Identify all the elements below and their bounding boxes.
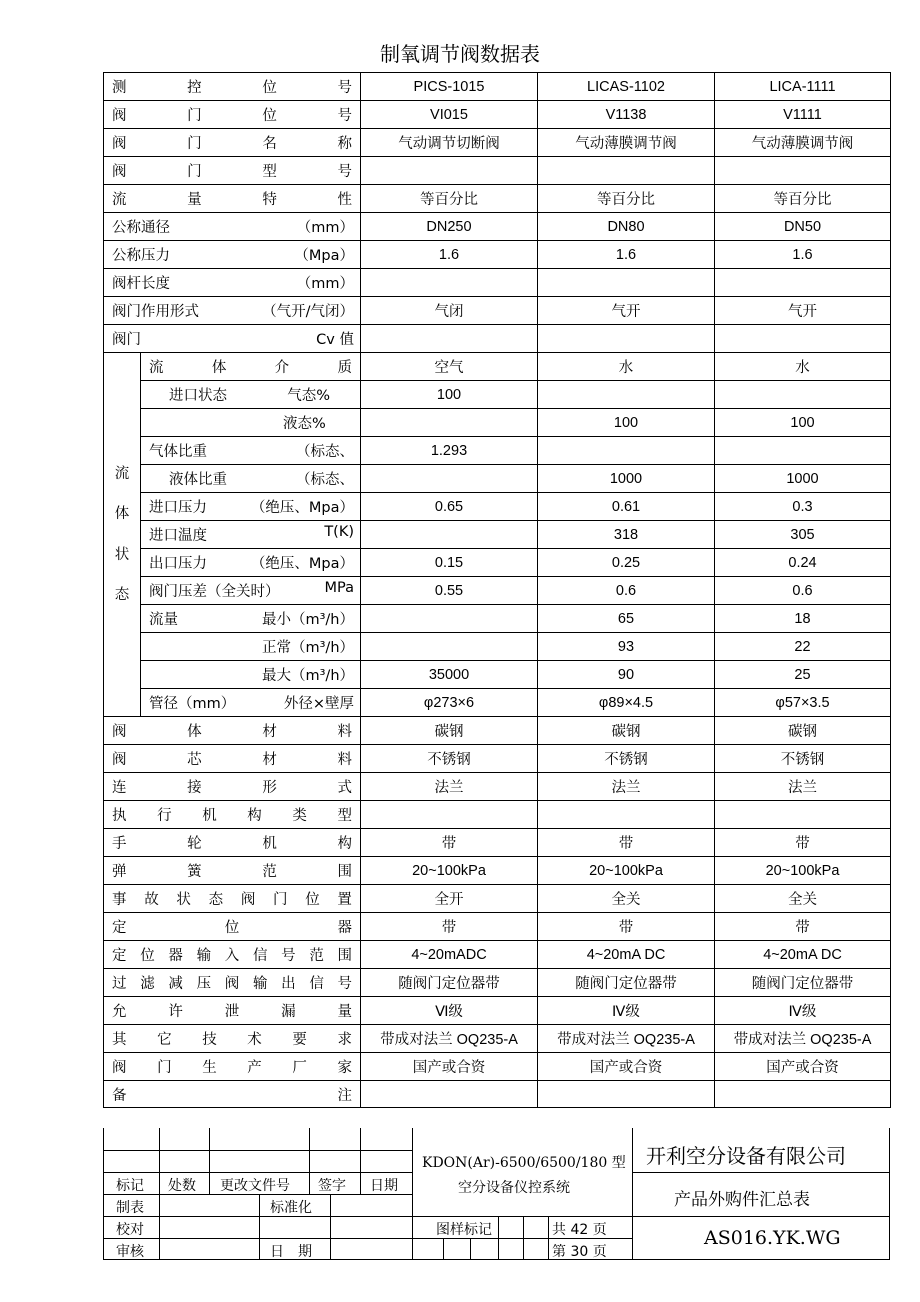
row-label: 手 轮 机 构 — [112, 836, 352, 852]
table-row — [104, 185, 891, 213]
rev-header-count: 处数 — [168, 1178, 196, 1194]
value-cell: LICA-1111 — [715, 73, 891, 101]
row-label: 阀 体 材 料 — [112, 724, 352, 740]
rev-header-date: 日期 — [370, 1178, 398, 1194]
row-unit: MPa — [324, 580, 354, 596]
rev-header-sign: 签字 — [318, 1178, 346, 1194]
table-row — [104, 857, 891, 885]
value-cell: 带成对法兰 OQ235-A — [538, 1025, 715, 1053]
value-cell: 100 — [715, 409, 891, 437]
date-label: 日期 — [270, 1244, 326, 1260]
value-cell — [715, 1081, 891, 1108]
value-cell: 20~100kPa — [538, 857, 715, 885]
row-label: 气体比重 — [149, 444, 207, 460]
value-cell: 不锈钢 — [715, 745, 891, 773]
value-cell: 气闭 — [361, 297, 538, 325]
value-cell: Ⅵ级 — [361, 997, 538, 1025]
value-cell: LICAS-1102 — [538, 73, 715, 101]
value-cell — [715, 325, 891, 353]
value-cell: 带 — [715, 829, 891, 857]
table-row — [104, 409, 891, 437]
value-cell: 1.6 — [361, 241, 538, 269]
table-row — [104, 269, 891, 297]
row-label: 阀 芯 材 料 — [112, 752, 352, 768]
value-cell: 随阀门定位器带 — [361, 969, 538, 997]
value-cell — [538, 381, 715, 409]
standard-label: 标准化 — [270, 1200, 312, 1216]
value-cell: 气动薄膜调节阀 — [538, 129, 715, 157]
rev-header-doc: 更改文件号 — [220, 1178, 290, 1194]
value-cell: 气开 — [715, 297, 891, 325]
document-title: 产品外购件汇总表 — [674, 1190, 810, 1210]
table-row — [104, 241, 891, 269]
row-label: 进口状态 — [169, 388, 227, 404]
row-unit: （mm） — [296, 276, 354, 292]
row-label: 阀杆长度 — [112, 276, 170, 292]
value-cell: φ89×4.5 — [538, 689, 715, 717]
value-cell — [361, 521, 538, 549]
value-cell: 国产或合资 — [361, 1053, 538, 1081]
value-cell — [715, 801, 891, 829]
value-cell: 气动调节切断阀 — [361, 129, 538, 157]
table-row — [104, 605, 891, 633]
value-cell: V1138 — [538, 101, 715, 129]
row-label: 连 接 形 式 — [112, 780, 352, 796]
value-cell: 0.55 — [361, 577, 538, 605]
value-cell — [538, 157, 715, 185]
value-cell: 气开 — [538, 297, 715, 325]
table-row — [104, 717, 891, 745]
value-cell — [361, 1081, 538, 1108]
row-unit: 最小（m³/h） — [261, 612, 354, 628]
value-cell: 305 — [715, 521, 891, 549]
table-row — [104, 829, 891, 857]
value-cell: 90 — [538, 661, 715, 689]
value-cell: 20~100kPa — [715, 857, 891, 885]
value-cell: 0.15 — [361, 549, 538, 577]
value-cell: 100 — [538, 409, 715, 437]
row-label: 阀 门 名 称 — [112, 136, 352, 152]
value-cell: 法兰 — [538, 773, 715, 801]
total-pages: 共 42 页 — [552, 1222, 607, 1238]
value-cell: 1.6 — [538, 241, 715, 269]
company-name: 开利空分设备有限公司 — [646, 1144, 846, 1168]
value-cell: 0.25 — [538, 549, 715, 577]
value-cell: 国产或合资 — [538, 1053, 715, 1081]
value-cell: φ57×3.5 — [715, 689, 891, 717]
value-cell: 随阀门定位器带 — [538, 969, 715, 997]
value-cell: 水 — [538, 353, 715, 381]
value-cell: 25 — [715, 661, 891, 689]
table-row — [104, 381, 891, 409]
checked-label: 校对 — [116, 1222, 144, 1238]
value-cell: 国产或合资 — [715, 1053, 891, 1081]
value-cell — [361, 269, 538, 297]
document-number: AS016.YK.WG — [704, 1227, 841, 1249]
value-cell: 0.24 — [715, 549, 891, 577]
value-cell: 碳钢 — [715, 717, 891, 745]
value-cell: Ⅳ级 — [538, 997, 715, 1025]
value-cell — [361, 633, 538, 661]
value-cell: 4~20mA DC — [538, 941, 715, 969]
value-cell: DN80 — [538, 213, 715, 241]
value-cell: 空气 — [361, 353, 538, 381]
row-label: 备 注 — [112, 1087, 352, 1104]
value-cell: 318 — [538, 521, 715, 549]
table-row — [104, 801, 891, 829]
row-label: 公称压力 — [112, 248, 170, 264]
value-cell: 带 — [715, 913, 891, 941]
row-unit: （绝压、Mpa） — [250, 500, 354, 516]
value-cell — [538, 1081, 715, 1108]
row-label: 阀门作用形式 — [112, 304, 199, 320]
row-unit: Cv 值 — [316, 332, 354, 348]
value-cell: 0.61 — [538, 493, 715, 521]
value-cell: 4~20mA DC — [715, 941, 891, 969]
value-cell — [538, 437, 715, 465]
row-label: 阀 门 生 产 厂 家 — [112, 1060, 352, 1076]
table-row — [104, 941, 891, 969]
row-unit: （绝压、Mpa） — [250, 556, 354, 572]
value-cell — [538, 325, 715, 353]
value-cell: 1.293 — [361, 437, 538, 465]
row-unit: （mm） — [296, 220, 354, 236]
value-cell: 带成对法兰 OQ235-A — [715, 1025, 891, 1053]
value-cell: 22 — [715, 633, 891, 661]
row-unit: （Mpa） — [294, 248, 354, 264]
table-row — [104, 465, 891, 493]
value-cell — [361, 465, 538, 493]
table-row — [104, 493, 891, 521]
value-cell — [715, 157, 891, 185]
table-row — [104, 437, 891, 465]
value-cell: 93 — [538, 633, 715, 661]
value-cell: 18 — [715, 605, 891, 633]
table-row — [104, 1025, 891, 1053]
page-number: 第 30 页 — [552, 1244, 607, 1260]
drawing-mark-label: 图样标记 — [436, 1222, 492, 1238]
value-cell: 随阀门定位器带 — [715, 969, 891, 997]
value-cell: 100 — [361, 381, 538, 409]
row-unit: 正常（m³/h） — [262, 640, 355, 656]
table-row — [104, 101, 891, 129]
row-label: 流 量 特 性 — [112, 192, 352, 208]
value-cell: 65 — [538, 605, 715, 633]
system-line2: 空分设备仪控系统 — [458, 1180, 570, 1196]
system-line1: KDON(Ar)-6500/6500/180 型 — [422, 1155, 626, 1171]
table-row — [104, 157, 891, 185]
row-label: 阀门 — [112, 332, 141, 348]
row-label: 进口温度 — [149, 528, 207, 544]
value-cell: 法兰 — [715, 773, 891, 801]
value-cell: 带 — [538, 829, 715, 857]
reviewed-label: 审核 — [116, 1244, 144, 1260]
value-cell: 等百分比 — [538, 185, 715, 213]
value-cell — [715, 437, 891, 465]
table-row — [104, 549, 891, 577]
value-cell — [361, 325, 538, 353]
value-cell: Ⅳ级 — [715, 997, 891, 1025]
table-row — [104, 661, 891, 689]
row-label: 液体比重 — [169, 472, 227, 488]
made-by-label: 制表 — [116, 1200, 144, 1216]
table-row — [104, 325, 891, 353]
value-cell: 法兰 — [361, 773, 538, 801]
table-row — [104, 73, 891, 101]
table-row — [104, 129, 891, 157]
row-label: 过 滤 减 压 阀 输 出 信 号 — [112, 976, 352, 992]
row-unit: （标态、 — [296, 472, 354, 488]
row-label: 弹 簧 范 围 — [112, 864, 352, 880]
row-label: 阀门压差（全关时） — [149, 584, 280, 600]
value-cell: 等百分比 — [715, 185, 891, 213]
value-cell: 35000 — [361, 661, 538, 689]
table-row — [104, 633, 891, 661]
row-unit: （气开/气闭） — [262, 304, 354, 320]
value-cell: 0.6 — [538, 577, 715, 605]
value-cell — [538, 269, 715, 297]
value-cell: 全关 — [538, 885, 715, 913]
value-cell: 1000 — [538, 465, 715, 493]
table-row — [104, 997, 891, 1025]
value-cell: 4~20mADC — [361, 941, 538, 969]
row-label: 出口压力 — [149, 556, 207, 572]
table-row — [104, 689, 891, 717]
value-cell: DN250 — [361, 213, 538, 241]
value-cell — [715, 381, 891, 409]
value-cell: 全开 — [361, 885, 538, 913]
row-label: 定 位 器 输 入 信 号 范 围 — [112, 948, 352, 964]
row-unit: 气态% — [287, 388, 330, 404]
value-cell — [361, 157, 538, 185]
value-cell: 碳钢 — [538, 717, 715, 745]
value-cell: 0.3 — [715, 493, 891, 521]
value-cell — [361, 605, 538, 633]
value-cell — [715, 269, 891, 297]
value-cell: PICS-1015 — [361, 73, 538, 101]
value-cell: 0.6 — [715, 577, 891, 605]
row-label: 流量 — [149, 612, 178, 628]
table-row — [104, 773, 891, 801]
value-cell: φ273×6 — [361, 689, 538, 717]
row-label: 流 体 介 质 — [149, 360, 352, 376]
table-row — [104, 745, 891, 773]
value-cell: 不锈钢 — [538, 745, 715, 773]
value-cell: 碳钢 — [361, 717, 538, 745]
value-cell: 不锈钢 — [361, 745, 538, 773]
value-cell: 带 — [538, 913, 715, 941]
value-cell: 带 — [361, 913, 538, 941]
rev-header-mark: 标记 — [116, 1178, 144, 1194]
row-label: 其 它 技 术 要 求 — [112, 1032, 352, 1048]
value-cell: 1.6 — [715, 241, 891, 269]
table-row — [104, 913, 891, 941]
row-label: 公称通径 — [112, 220, 170, 236]
row-label: 测 控 位 号 — [112, 80, 352, 96]
table-row — [104, 1053, 891, 1081]
value-cell: DN50 — [715, 213, 891, 241]
row-unit: 液态% — [283, 416, 326, 432]
table-row — [104, 1081, 891, 1108]
row-label: 事 故 状 态 阀 门 位 置 — [112, 892, 352, 908]
fluid-state-group-label: 流 体 状 态 — [104, 353, 141, 717]
page-title: 制氧调节阀数据表 — [380, 42, 540, 66]
row-unit: T(K) — [324, 524, 354, 540]
table-row — [104, 885, 891, 913]
row-label: 管径（mm） — [149, 696, 236, 712]
value-cell: 全关 — [715, 885, 891, 913]
value-cell — [361, 801, 538, 829]
value-cell: 带成对法兰 OQ235-A — [361, 1025, 538, 1053]
value-cell — [361, 409, 538, 437]
value-cell: 1000 — [715, 465, 891, 493]
table-row — [104, 969, 891, 997]
row-unit: 最大（m³/h） — [262, 668, 355, 684]
value-cell: 气动薄膜调节阀 — [715, 129, 891, 157]
value-cell: 水 — [715, 353, 891, 381]
valve-data-table — [103, 72, 891, 1108]
value-cell: 等百分比 — [361, 185, 538, 213]
row-label: 进口压力 — [149, 500, 207, 516]
table-row — [104, 521, 891, 549]
value-cell: VI015 — [361, 101, 538, 129]
value-cell — [538, 801, 715, 829]
table-row — [104, 213, 891, 241]
value-cell: 带 — [361, 829, 538, 857]
row-label: 阀 门 型 号 — [112, 164, 352, 180]
row-label: 阀 门 位 号 — [112, 108, 352, 124]
table-row — [104, 353, 891, 381]
value-cell: 20~100kPa — [361, 857, 538, 885]
table-row — [104, 297, 891, 325]
row-unit: （标态、 — [296, 444, 354, 460]
row-label: 执 行 机 构 类 型 — [112, 808, 352, 824]
row-unit: 外径×壁厚 — [283, 696, 354, 712]
value-cell: 0.65 — [361, 493, 538, 521]
table-row — [104, 577, 891, 605]
value-cell: V1111 — [715, 101, 891, 129]
row-label: 定 位 器 — [112, 920, 352, 936]
row-label: 允 许 泄 漏 量 — [112, 1004, 352, 1020]
